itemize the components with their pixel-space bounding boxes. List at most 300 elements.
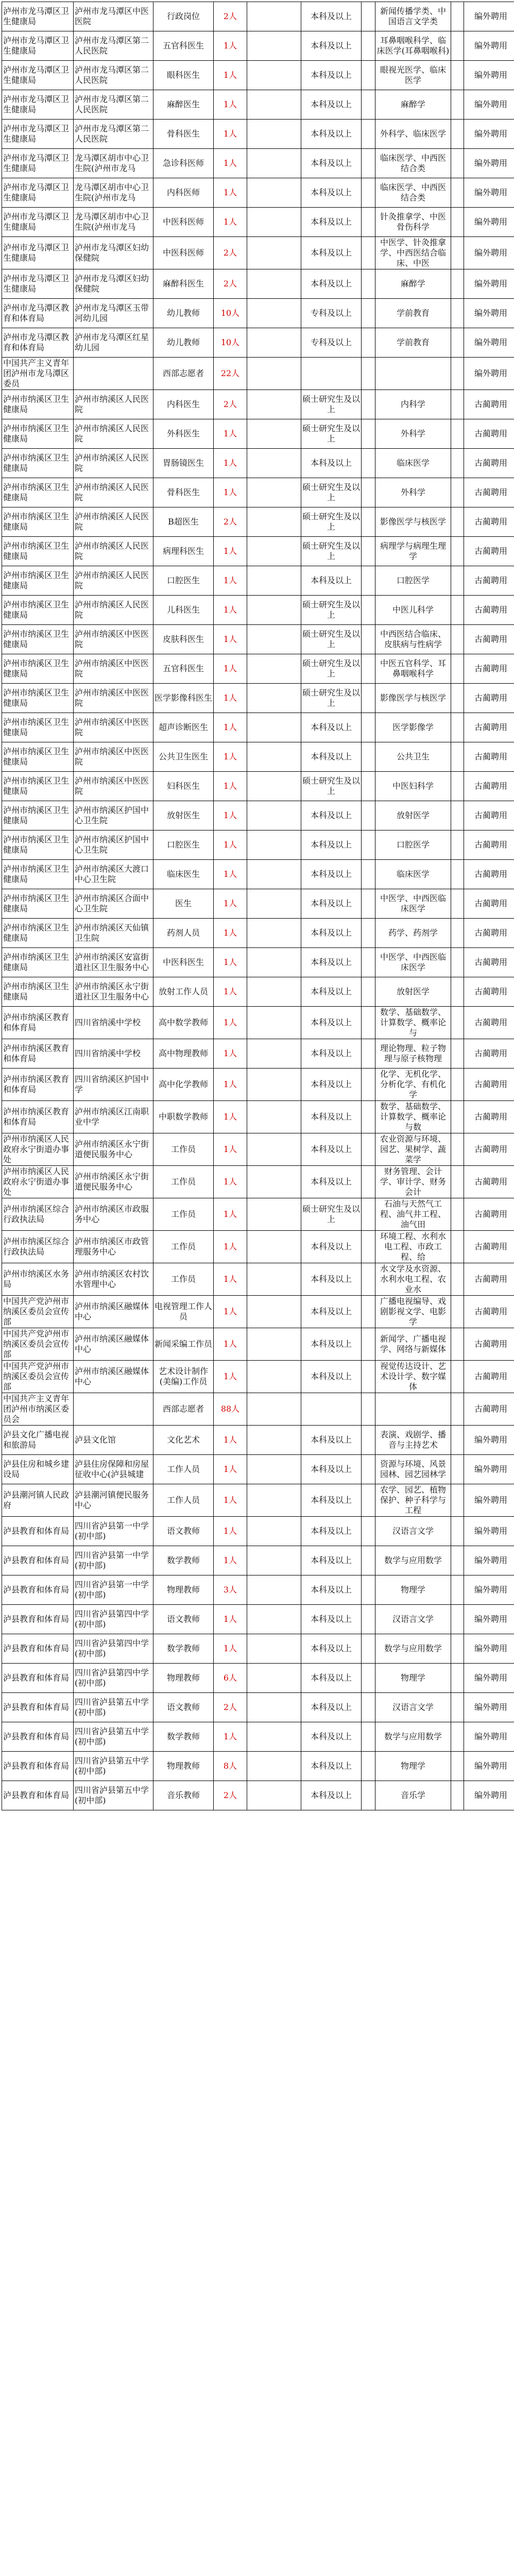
- blank-cell: [451, 419, 464, 449]
- blank-cell: [362, 537, 375, 566]
- blank-cell: [362, 269, 375, 299]
- count-cell: 1人: [214, 625, 247, 654]
- hire-type-cell: 古蔺聘用: [464, 1393, 514, 1426]
- position-cell: 医生: [153, 889, 214, 919]
- major-cell: 汉语言文学: [375, 1605, 451, 1634]
- blank-cell: [451, 1664, 464, 1693]
- blank-cell: [451, 237, 464, 269]
- dept-cell: 泸县教育和体育局: [2, 1693, 74, 1722]
- education-cell: 硕士研究生及以上: [301, 684, 362, 713]
- education-cell: 本科及以上: [301, 860, 362, 889]
- education-cell: 硕士研究生及以上: [301, 507, 362, 537]
- hire-type-cell: 编外聘用: [464, 1722, 514, 1752]
- position-cell: 皮肤科医生: [153, 625, 214, 654]
- hire-type-cell: 古蔺聘用: [464, 1166, 514, 1198]
- dept-cell: 中国共产党泸州市纳溪区委员会宣传部: [2, 1361, 74, 1393]
- blank-cell: [247, 1069, 301, 1101]
- blank-cell: [247, 1484, 301, 1517]
- hire-type-cell: 编外聘用: [464, 1575, 514, 1605]
- blank-cell: [362, 61, 375, 90]
- count-cell: 1人: [214, 919, 247, 948]
- blank-cell: [362, 1328, 375, 1361]
- table-row: [2, 977, 514, 1007]
- hire-type-cell: 古蔺聘用: [464, 537, 514, 566]
- dept-cell: 泸县教育和体育局: [2, 1634, 74, 1664]
- position-cell: 艺术设计制作(美编)工作员: [153, 1361, 214, 1393]
- blank-cell: [362, 566, 375, 596]
- major-cell: 财务管理、会计学、审计学、财务会计: [375, 1166, 451, 1198]
- unit-cell: 四川省泸县第四中学(初中部): [74, 1664, 153, 1693]
- dept-cell: 泸州市纳溪区卫生健康局: [2, 449, 74, 478]
- education-cell: 硕士研究生及以上: [301, 772, 362, 801]
- hire-type-cell: 古蔺聘用: [464, 449, 514, 478]
- hire-type-cell: 古蔺聘用: [464, 801, 514, 831]
- table-row: [2, 566, 514, 596]
- count-cell: 1人: [214, 713, 247, 742]
- blank-cell: [247, 61, 301, 90]
- blank-cell: [247, 1133, 301, 1166]
- dept-cell: 泸州市龙马潭区卫生健康局: [2, 61, 74, 90]
- hire-type-cell: 古蔺聘用: [464, 507, 514, 537]
- position-cell: 麻醉医生: [153, 90, 214, 120]
- table-row: [2, 358, 514, 390]
- major-cell: 临床医学、中西医结合类: [375, 178, 451, 208]
- blank-cell: [451, 1455, 464, 1484]
- hire-type-cell: 古蔺聘用: [464, 713, 514, 742]
- dept-cell: 泸州市纳溪区综合行政执法局: [2, 1198, 74, 1231]
- position-cell: 五官科医生: [153, 654, 214, 684]
- hire-type-cell: 编外聘用: [464, 1426, 514, 1455]
- major-cell: 数学与应用数学: [375, 1634, 451, 1664]
- position-cell: 中医科医生: [153, 948, 214, 977]
- major-cell: 视觉传达设计、艺术设计学、数字媒体: [375, 1361, 451, 1393]
- position-cell: 高中物理教师: [153, 1039, 214, 1069]
- blank-cell: [451, 1693, 464, 1722]
- dept-cell: 泸州市纳溪区卫生健康局: [2, 977, 74, 1007]
- table-row: [2, 1484, 514, 1517]
- position-cell: 中职数学教师: [153, 1101, 214, 1133]
- education-cell: 本科及以上: [301, 742, 362, 772]
- blank-cell: [247, 1101, 301, 1133]
- blank-cell: [247, 948, 301, 977]
- unit-cell: 泸州市纳溪区市政管理服务中心: [74, 1231, 153, 1263]
- blank-cell: [247, 831, 301, 860]
- dept-cell: 泸州市纳溪区教育和体育局: [2, 1069, 74, 1101]
- unit-cell: 泸州市龙马潭区第二人民医院: [74, 90, 153, 120]
- position-cell: 工作员: [153, 1133, 214, 1166]
- hire-type-cell: 编外聘用: [464, 299, 514, 328]
- position-cell: 临床医生: [153, 860, 214, 889]
- position-cell: 物理教师: [153, 1664, 214, 1693]
- education-cell: 本科及以上: [301, 977, 362, 1007]
- unit-cell: 泸州市龙马潭区玉带河幼儿园: [74, 299, 153, 328]
- count-cell: 3人: [214, 1575, 247, 1605]
- position-cell: 电视管理工作人员: [153, 1296, 214, 1328]
- table-row: [2, 478, 514, 507]
- blank-cell: [362, 1393, 375, 1426]
- blank-cell: [362, 1752, 375, 1781]
- education-cell: 本科及以上: [301, 178, 362, 208]
- major-cell: 环境工程、水利水电工程、市政工程、给: [375, 1231, 451, 1263]
- major-cell: 医学影像学: [375, 713, 451, 742]
- unit-cell: 泸州市纳溪区合面中心卫生院: [74, 889, 153, 919]
- table-row: [2, 149, 514, 178]
- blank-cell: [362, 772, 375, 801]
- blank-cell: [247, 1546, 301, 1575]
- unit-cell: 泸州市纳溪区融媒体中心: [74, 1296, 153, 1328]
- hire-type-cell: 编外聘用: [464, 2, 514, 31]
- unit-cell: 泸州市纳溪区护国中心卫生院: [74, 831, 153, 860]
- count-cell: 2人: [214, 390, 247, 419]
- count-cell: 1人: [214, 1722, 247, 1752]
- blank-cell: [247, 269, 301, 299]
- position-cell: 药剂人员: [153, 919, 214, 948]
- unit-cell: 泸州市纳溪区人民医院: [74, 419, 153, 449]
- table-row: [2, 1263, 514, 1296]
- dept-cell: 泸州市纳溪区卫生健康局: [2, 919, 74, 948]
- count-cell: 1人: [214, 1328, 247, 1361]
- dept-cell: 泸县教育和体育局: [2, 1752, 74, 1781]
- blank-cell: [362, 742, 375, 772]
- major-cell: 临床医学、中西医结合类: [375, 149, 451, 178]
- count-cell: 1人: [214, 1426, 247, 1455]
- dept-cell: 泸州市纳溪区卫生健康局: [2, 507, 74, 537]
- unit-cell: 四川省纳溪区护国中学: [74, 1069, 153, 1101]
- blank-cell: [451, 1069, 464, 1101]
- count-cell: 1人: [214, 90, 247, 120]
- position-cell: 语文教师: [153, 1693, 214, 1722]
- education-cell: 本科及以上: [301, 1634, 362, 1664]
- blank-cell: [451, 1101, 464, 1133]
- blank-cell: [247, 419, 301, 449]
- hire-type-cell: 古蔺聘用: [464, 742, 514, 772]
- major-cell: 放射医学: [375, 801, 451, 831]
- count-cell: 1人: [214, 860, 247, 889]
- dept-cell: 泸州市纳溪区教育和体育局: [2, 1007, 74, 1039]
- blank-cell: [247, 1426, 301, 1455]
- education-cell: 本科及以上: [301, 208, 362, 237]
- table-row: [2, 625, 514, 654]
- major-cell: 化学、无机化学、分析化学、有机化学: [375, 1069, 451, 1101]
- education-cell: 本科及以上: [301, 269, 362, 299]
- table-row: [2, 1007, 514, 1039]
- blank-cell: [247, 2, 301, 31]
- position-cell: 幼儿教师: [153, 299, 214, 328]
- dept-cell: 泸州市龙马潭区卫生健康局: [2, 149, 74, 178]
- unit-cell: 龙马潭区胡市中心卫生院(泸州市龙马: [74, 149, 153, 178]
- unit-cell: 四川省泸县第一中学(初中部): [74, 1546, 153, 1575]
- table-row: [2, 1198, 514, 1231]
- count-cell: 1人: [214, 1361, 247, 1393]
- count-cell: 2人: [214, 507, 247, 537]
- education-cell: 本科及以上: [301, 90, 362, 120]
- education-cell: 本科及以上: [301, 566, 362, 596]
- blank-cell: [247, 889, 301, 919]
- blank-cell: [451, 1426, 464, 1455]
- position-cell: 口腔医生: [153, 831, 214, 860]
- position-cell: 骨科医生: [153, 120, 214, 149]
- blank-cell: [247, 801, 301, 831]
- hire-type-cell: 编外聘用: [464, 149, 514, 178]
- table-row: [2, 801, 514, 831]
- blank-cell: [362, 654, 375, 684]
- education-cell: 本科及以上: [301, 1263, 362, 1296]
- dept-cell: 泸州市龙马潭区卫生健康局: [2, 269, 74, 299]
- table-row: [2, 537, 514, 566]
- major-cell: 新闻学、广播电视学、网络与新媒体: [375, 1328, 451, 1361]
- dept-cell: 泸州市纳溪区人民政府永宁街道办事处: [2, 1166, 74, 1198]
- blank-cell: [451, 31, 464, 61]
- table-row: [2, 1361, 514, 1393]
- position-cell: 内科医师: [153, 178, 214, 208]
- hire-type-cell: 古蔺聘用: [464, 889, 514, 919]
- blank-cell: [362, 1039, 375, 1069]
- count-cell: 1人: [214, 178, 247, 208]
- major-cell: 中西医结合临床、皮肤病与性病学: [375, 625, 451, 654]
- hire-type-cell: 古蔺聘用: [464, 1328, 514, 1361]
- blank-cell: [362, 889, 375, 919]
- count-cell: 88人: [214, 1393, 247, 1426]
- table-row: [2, 1546, 514, 1575]
- blank-cell: [362, 860, 375, 889]
- blank-cell: [451, 328, 464, 358]
- table-row: [2, 178, 514, 208]
- table-row: [2, 919, 514, 948]
- education-cell: 硕士研究生及以上: [301, 625, 362, 654]
- blank-cell: [362, 449, 375, 478]
- dept-cell: 泸州市纳溪区卫生健康局: [2, 831, 74, 860]
- blank-cell: [247, 1634, 301, 1664]
- unit-cell: 泸州市纳溪区护国中心卫生院: [74, 801, 153, 831]
- unit-cell: 泸州市纳溪区中医医院: [74, 625, 153, 654]
- blank-cell: [451, 1166, 464, 1198]
- blank-cell: [247, 299, 301, 328]
- blank-cell: [362, 1664, 375, 1693]
- blank-cell: [362, 625, 375, 654]
- dept-cell: 泸州市龙马潭区卫生健康局: [2, 31, 74, 61]
- table-row: [2, 31, 514, 61]
- blank-cell: [247, 90, 301, 120]
- blank-cell: [451, 1133, 464, 1166]
- blank-cell: [247, 977, 301, 1007]
- position-cell: 内科医生: [153, 390, 214, 419]
- table-row: [2, 299, 514, 328]
- blank-cell: [362, 1198, 375, 1231]
- education-cell: 本科及以上: [301, 149, 362, 178]
- blank-cell: [247, 684, 301, 713]
- hire-type-cell: 古蔺聘用: [464, 390, 514, 419]
- table-row: [2, 742, 514, 772]
- blank-cell: [247, 1039, 301, 1069]
- hire-type-cell: 古蔺聘用: [464, 1198, 514, 1231]
- blank-cell: [451, 178, 464, 208]
- major-cell: 新闻传播学类、中国语言文学类: [375, 2, 451, 31]
- blank-cell: [362, 1781, 375, 1810]
- dept-cell: 泸州市纳溪区卫生健康局: [2, 537, 74, 566]
- education-cell: 本科及以上: [301, 1693, 362, 1722]
- major-cell: 药学、药剂学: [375, 919, 451, 948]
- major-cell: 数学、基础数学、计算数学、概率论与数: [375, 1101, 451, 1133]
- blank-cell: [247, 566, 301, 596]
- education-cell: 本科及以上: [301, 713, 362, 742]
- blank-cell: [451, 1007, 464, 1039]
- dept-cell: 中国共产主义青年团泸州市纳溪区委员会: [2, 1393, 74, 1426]
- blank-cell: [362, 358, 375, 390]
- blank-cell: [247, 120, 301, 149]
- hire-type-cell: 古蔺聘用: [464, 1007, 514, 1039]
- unit-cell: 泸州市龙马潭区妇幼保健院: [74, 237, 153, 269]
- position-cell: 中医科医师: [153, 208, 214, 237]
- blank-cell: [451, 596, 464, 625]
- count-cell: 2人: [214, 237, 247, 269]
- table-row: [2, 654, 514, 684]
- position-cell: 麻醉科医生: [153, 269, 214, 299]
- table-row: [2, 237, 514, 269]
- count-cell: 1人: [214, 1517, 247, 1546]
- blank-cell: [362, 919, 375, 948]
- blank-cell: [362, 1546, 375, 1575]
- education-cell: 本科及以上: [301, 1166, 362, 1198]
- blank-cell: [247, 1198, 301, 1231]
- hire-type-cell: 古蔺聘用: [464, 919, 514, 948]
- table-row: [2, 1752, 514, 1781]
- major-cell: 临床医学: [375, 449, 451, 478]
- unit-cell: 泸州市纳溪区农村饮水管理中心: [74, 1263, 153, 1296]
- blank-cell: [362, 90, 375, 120]
- count-cell: 1人: [214, 120, 247, 149]
- blank-cell: [247, 178, 301, 208]
- count-cell: 1人: [214, 31, 247, 61]
- blank-cell: [451, 1722, 464, 1752]
- count-cell: 2人: [214, 2, 247, 31]
- blank-cell: [247, 537, 301, 566]
- dept-cell: 泸州市纳溪区卫生健康局: [2, 742, 74, 772]
- dept-cell: 中国共产党泸州市纳溪区委员会宣传部: [2, 1296, 74, 1328]
- unit-cell: 泸州市龙马潭区红星幼儿园: [74, 328, 153, 358]
- education-cell: 本科及以上: [301, 237, 362, 269]
- blank-cell: [362, 801, 375, 831]
- blank-cell: [247, 237, 301, 269]
- blank-cell: [247, 1296, 301, 1328]
- unit-cell: 泸州市龙马潭区第二人民医院: [74, 61, 153, 90]
- blank-cell: [362, 1605, 375, 1634]
- blank-cell: [451, 1575, 464, 1605]
- unit-cell: 四川省纳溪中学校: [74, 1039, 153, 1069]
- count-cell: 1人: [214, 537, 247, 566]
- blank-cell: [247, 328, 301, 358]
- blank-cell: [451, 507, 464, 537]
- dept-cell: 泸县教育和体育局: [2, 1605, 74, 1634]
- table-row: [2, 390, 514, 419]
- education-cell: 本科及以上: [301, 1517, 362, 1546]
- position-cell: 新闻采编工作员: [153, 1328, 214, 1361]
- blank-cell: [451, 566, 464, 596]
- blank-cell: [451, 90, 464, 120]
- blank-cell: [362, 178, 375, 208]
- position-cell: 眼科医生: [153, 61, 214, 90]
- table-row: [2, 269, 514, 299]
- position-cell: 外科医生: [153, 419, 214, 449]
- position-cell: 西部志愿者: [153, 358, 214, 390]
- position-cell: 医学影像科医生: [153, 684, 214, 713]
- education-cell: 本科及以上: [301, 889, 362, 919]
- table-row: [2, 772, 514, 801]
- position-cell: 语文教师: [153, 1517, 214, 1546]
- education-cell: 本科及以上: [301, 948, 362, 977]
- hire-type-cell: 古蔺聘用: [464, 654, 514, 684]
- blank-cell: [247, 654, 301, 684]
- unit-cell: [74, 358, 153, 390]
- table-row: [2, 1393, 514, 1426]
- dept-cell: 中国共产党泸州市纳溪区委员会宣传部: [2, 1328, 74, 1361]
- count-cell: 1人: [214, 948, 247, 977]
- unit-cell: 泸州市纳溪区天仙镇卫生院: [74, 919, 153, 948]
- count-cell: 1人: [214, 1605, 247, 1634]
- table-row: [2, 61, 514, 90]
- blank-cell: [451, 860, 464, 889]
- blank-cell: [451, 654, 464, 684]
- count-cell: 1人: [214, 1296, 247, 1328]
- count-cell: 10人: [214, 299, 247, 328]
- count-cell: 22人: [214, 358, 247, 390]
- dept-cell: 泸州市纳溪区水务局: [2, 1263, 74, 1296]
- major-cell: 口腔医学: [375, 831, 451, 860]
- position-cell: 骨科医生: [153, 478, 214, 507]
- unit-cell: 泸州市纳溪区大渡口中心卫生院: [74, 860, 153, 889]
- major-cell: 口腔医学: [375, 566, 451, 596]
- education-cell: 本科及以上: [301, 1101, 362, 1133]
- unit-cell: 泸州市纳溪区中医医院: [74, 654, 153, 684]
- unit-cell: 龙马潭区胡市中心卫生院(泸州市龙马: [74, 178, 153, 208]
- position-cell: 胃肠镜医生: [153, 449, 214, 478]
- major-cell: 学前教育: [375, 328, 451, 358]
- table-row: [2, 860, 514, 889]
- dept-cell: 泸州市纳溪区卫生健康局: [2, 772, 74, 801]
- count-cell: 8人: [214, 1752, 247, 1781]
- position-cell: 幼儿教师: [153, 328, 214, 358]
- position-cell: 中医科医师: [153, 237, 214, 269]
- education-cell: 专科及以上: [301, 328, 362, 358]
- blank-cell: [451, 948, 464, 977]
- education-cell: 本科及以上: [301, 1484, 362, 1517]
- blank-cell: [362, 1722, 375, 1752]
- unit-cell: 泸州市纳溪区中医医院: [74, 742, 153, 772]
- education-cell: [301, 1393, 362, 1426]
- hire-type-cell: 编外聘用: [464, 1605, 514, 1634]
- blank-cell: [451, 1781, 464, 1810]
- hire-type-cell: 编外聘用: [464, 269, 514, 299]
- blank-cell: [451, 2, 464, 31]
- table-row: [2, 2, 514, 31]
- unit-cell: 泸州市纳溪区融媒体中心: [74, 1361, 153, 1393]
- education-cell: 本科及以上: [301, 1426, 362, 1455]
- blank-cell: [451, 1546, 464, 1575]
- dept-cell: 泸县教育和体育局: [2, 1517, 74, 1546]
- education-cell: 本科及以上: [301, 1296, 362, 1328]
- major-cell: 物理学: [375, 1752, 451, 1781]
- hire-type-cell: 编外聘用: [464, 90, 514, 120]
- blank-cell: [362, 237, 375, 269]
- blank-cell: [451, 831, 464, 860]
- blank-cell: [451, 149, 464, 178]
- dept-cell: 泸州市纳溪区卫生健康局: [2, 596, 74, 625]
- major-cell: 放射医学: [375, 977, 451, 1007]
- hire-type-cell: 古蔺聘用: [464, 419, 514, 449]
- count-cell: 1人: [214, 1166, 247, 1198]
- blank-cell: [451, 208, 464, 237]
- education-cell: 本科及以上: [301, 919, 362, 948]
- education-cell: 本科及以上: [301, 1664, 362, 1693]
